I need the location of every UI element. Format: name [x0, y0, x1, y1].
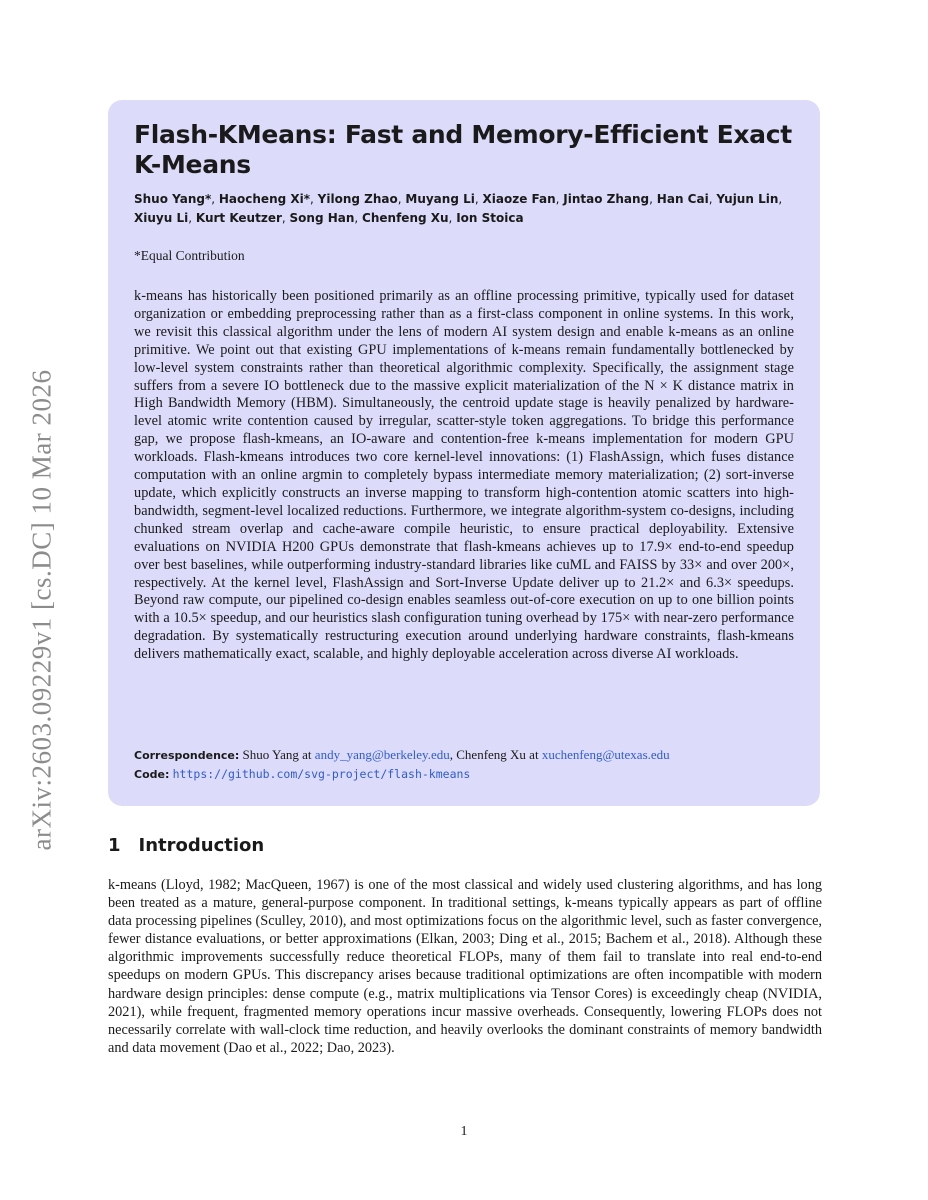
author: Yujun Lin: [716, 192, 779, 206]
code-url-link[interactable]: https://github.com/svg-project/flash-kmeans: [172, 767, 471, 781]
correspondence-name-2: , Chenfeng Xu at: [449, 747, 539, 762]
email-link-2[interactable]: xuchenfeng@utexas.edu: [541, 747, 670, 762]
equal-contribution-note: *Equal Contribution: [134, 248, 245, 263]
abstract-panel: [108, 100, 820, 806]
section-heading: [108, 835, 264, 856]
author: Xiaoze Fan: [482, 192, 556, 206]
author: Song Han: [289, 211, 355, 225]
author: Haocheng Xi*: [218, 192, 311, 206]
author: Han Cai: [656, 192, 709, 206]
author: Kurt Keutzer: [195, 211, 282, 225]
author: Chenfeng Xu: [362, 211, 449, 225]
author: Yilong Zhao: [317, 192, 398, 206]
correspondence-block: [134, 746, 670, 784]
arxiv-id-text: arXiv:2603.09229v1 [cs.DC] 10 Mar 2026: [26, 369, 57, 851]
email-link-1[interactable]: andy_yang@berkeley.edu: [314, 747, 450, 762]
author: Xiuyu Li: [134, 211, 189, 225]
abstract-text: k-means has historically been positioned primarily as an offline processing primitive, typically used for dataset organization or embedding preprocessing rather than as a first-class component in online systems. In this work, we revisit this classical algorithm under the lens of modern AI system design and enable k-means as an online primitive. We point out that existing GPU implementations of k-means remain fundamentally bottlenecked by low-level system constraints rather than theoretical algorithmic complexity. Specifically, the assignment stage suffers from a severe IO bottleneck due to the massive explicit materialization of the N × K distance matrix in High Bandwidth Memory (HBM). Simultaneously, the centroid update stage is heavily penalized by hardware-level atomic write contention caused by irregular, scatter-style token aggregations. To bridge this performance gap, we propose flash-kmeans, an IO-aware and contention-free k-means implementation for modern GPU workloads. Flash-kmeans introduces two core kernel-level innovations: (1) FlashAssign, which fuses distance computation with an online argmin to completely bypass intermediate memory materialization; (2) sort-inverse update, which explicitly constructs an inverse mapping to transform high-contention atomic scatters into high-bandwidth, segment-level localized reductions. Furthermore, we integrate algorithm-system co-designs, including chunked stream overlap and cache-aware compile heuristic, to ensure practical deployability. Extensive evaluations on NVIDIA H200 GPUs demonstrate that flash-kmeans achieves up to 17.9× end-to-end speedup over best baselines, while outperforming industry-standard libraries like cuML and FAISS by 33× and over 200×, respectively. At the kernel level, FlashAssign and Sort-Inverse Update deliver up to 21.2× and 6.3× speedups. Beyond raw compute, our pipelined co-design enables seamless out-of-core execution on up to one billion points with a 10.5× speedup, and our heuristics slash configuration tuning overhead by 175× with near-zero performance degradation. By systematically restructuring execution around underlying hardware constraints, flash-kmeans delivers mathematically exact, scalable, and highly deployable acceleration across diverse AI workloads.: [134, 288, 794, 663]
correspondence-label: Correspondence:: [134, 749, 240, 762]
introduction-paragraph: k-means (Lloyd, 1982; MacQueen, 1967) is one of the most classical and widely used clustering algorithms, and has long been treated as a mature, general-purpose component. In traditional settings, k-means typically appears as part of offline data processing pipelines (Sculley, 2010), and most optimizations focus on the algorithmic level, such as faster convergence, fewer distance evaluations, or better approximations (Elkan, 2003; Ding et al., 2015; Bachem et al., 2018). Although these algorithmic improvements successfully reduce theoretical FLOPs, many of them fail to translate into real end-to-end speedups on modern GPUs. This discrepancy arises because traditional optimizations are often incompatible with modern hardware design principles: dense compute (e.g., matrix multiplications via Tensor Cores) is exceedingly cheap (NVIDIA, 2021), while frequent, fragmented memory operations incur massive overheads. Consequently, lowering FLOPs does not necessarily correlate with wall-clock time reduction, and heavily overlooks the dominant constraints of memory bandwidth and data movement (Dao et al., 2022; Dao, 2023).: [108, 877, 822, 1056]
correspondence-name-1: Shuo Yang at: [242, 747, 312, 762]
author: Shuo Yang*: [134, 192, 212, 206]
section-title: Introduction: [138, 835, 265, 856]
page-number: 1: [460, 1124, 468, 1139]
code-label: Code:: [134, 768, 170, 781]
section-number: 1: [108, 835, 121, 856]
author: Ion Stoica: [456, 211, 524, 225]
arxiv-identifier: [12, 340, 72, 880]
author: Jintao Zhang: [563, 192, 650, 206]
author-list: Shuo Yang*, Haocheng Xi*, Yilong Zhao, Muyang Li, Xiaoze Fan, Jintao Zhang, Han Cai, Yujun Lin, Xiuyu Li, Kurt Keutzer, Song Han, Chenfeng Xu, Ion Stoica: [134, 192, 783, 225]
paper-title: Flash-KMeans: Fast and Memory-Efficient Exact K-Means: [134, 120, 792, 179]
author: Muyang Li: [405, 192, 475, 206]
